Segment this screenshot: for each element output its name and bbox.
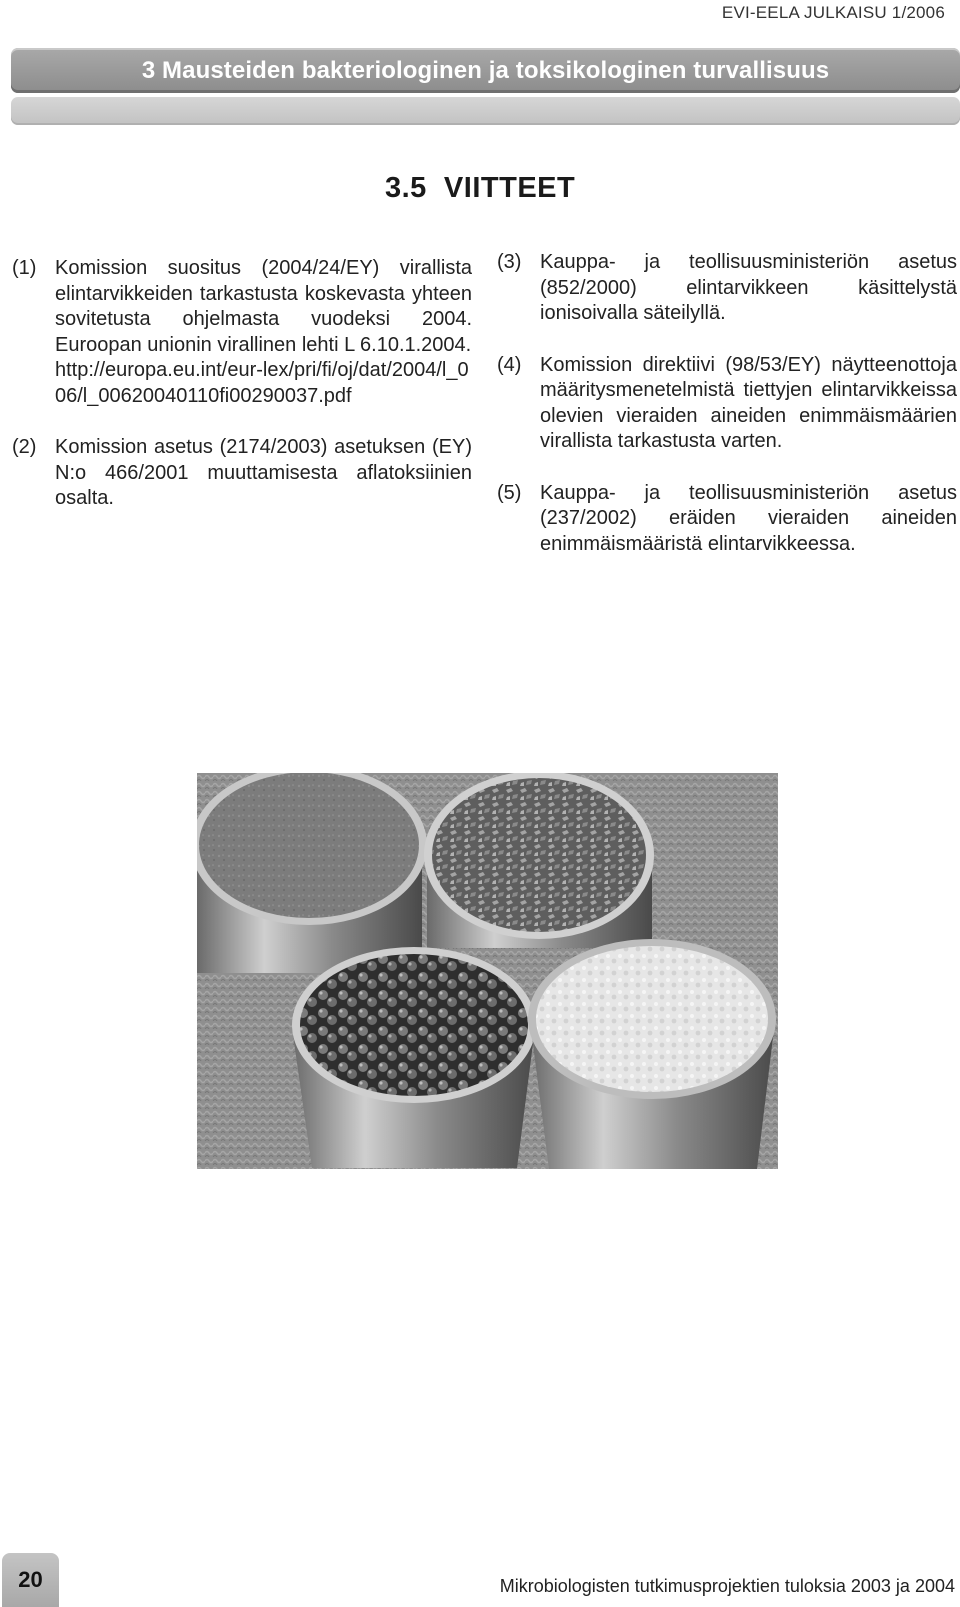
page-number-box	[2, 1553, 59, 1607]
reference-item	[12, 256, 472, 409]
reference-item	[497, 250, 957, 327]
reference-number: (3)	[497, 251, 522, 273]
reference-text: Kauppa- ja teollisuusministeriön asetus (852/2000) elintarvikkeen käsittelystä ionisoivalla säteilyllä.	[540, 251, 957, 324]
reference-number: (4)	[497, 353, 522, 376]
chapter-title-bar	[11, 48, 960, 93]
reference-url[interactable]: http://europa.eu.int/eur-lex/pri/fi/oj/dat/2004/l_006/l_00620040110fi00290037.pdf	[55, 359, 469, 407]
reference-number: (5)	[497, 481, 522, 504]
chapter-title: 3 Mausteiden bakteriologinen ja toksikologinen turvallisuus	[141, 56, 830, 84]
footer-publication-title: Mikrobiologisten tutkimusprojektien tuloksia 2003 ja 2004	[499, 1576, 955, 1596]
section-title: 3.5 VIITTEET	[385, 172, 576, 204]
reference-item	[12, 435, 472, 512]
reference-text: Komission direktiivi (98/53/EY) näytteenottoja määritysmenetelmistä tiettyjen elintarvikkeissa olevien vieraiden aineiden enimmäismäärien virallista tarkastusta varten.	[540, 353, 957, 452]
page-number: 20	[18, 1567, 43, 1592]
publication-label: EVI-EELA JULKAISU 1/2006	[721, 3, 945, 22]
reference-item	[497, 481, 957, 558]
subheader-bar	[11, 97, 960, 125]
spice-cans-photo	[197, 773, 778, 1169]
references-left-column	[12, 256, 472, 538]
references-right-column	[497, 250, 957, 583]
reference-text: Komission asetus (2174/2003) asetuksen (EY) N:o 466/2001 muuttamisesta aflatoksiinien osalta.	[55, 436, 472, 509]
reference-number: (1)	[12, 257, 37, 279]
spice-cans-illustration	[197, 773, 778, 1169]
reference-text: Kauppa- ja teollisuusministeriön asetus (237/2002) eräiden vieraiden aineiden enimmäismääristä elintarvikkeessa.	[540, 481, 957, 555]
reference-text: Komission suositus (2004/24/EY) virallista elintarvikkeiden tarkastusta koskevasta yhteen sovitetusta ohjelmasta vuodeksi 2004. Euroopan unionin virallinen lehti L 6.10.1.2004.	[55, 257, 472, 356]
reference-number: (2)	[12, 436, 37, 458]
reference-item	[497, 353, 957, 455]
